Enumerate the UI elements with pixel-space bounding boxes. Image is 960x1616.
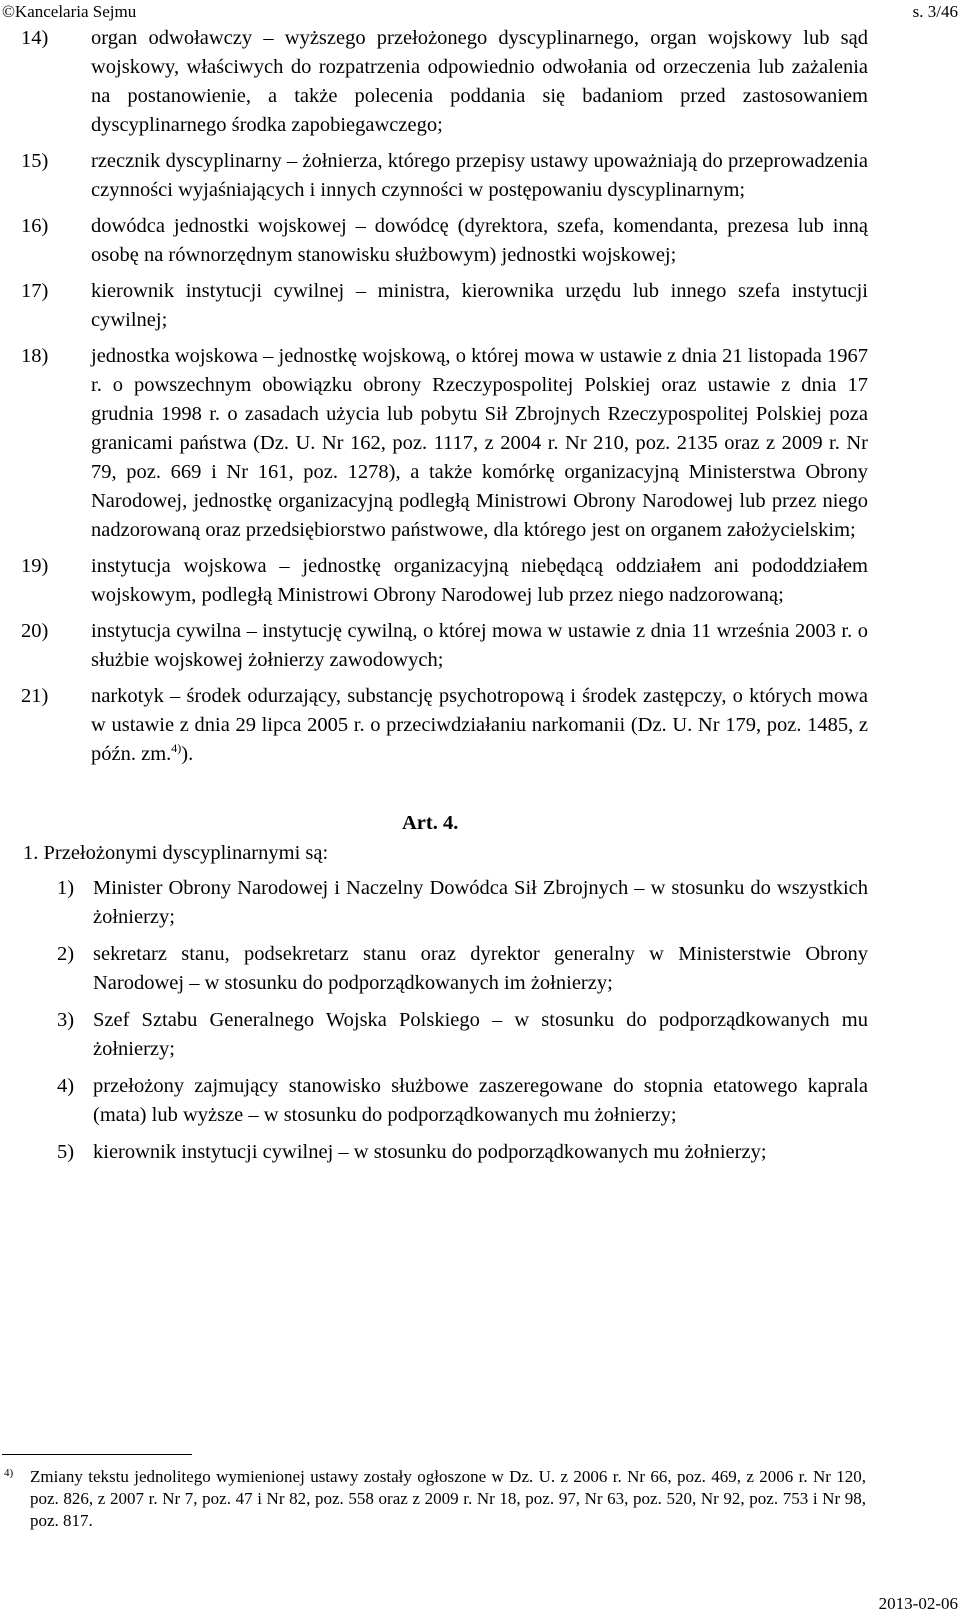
- item-text: dowódca jednostki wojskowej – dowódcę (dyrektora, szefa, komendanta, prezesa lub inną osobę na równorzędnym stanowisku służbowym) jednostki wojskowej;: [91, 215, 868, 266]
- item-number: 15): [21, 150, 49, 172]
- article-heading: Art. 4.: [402, 812, 459, 834]
- list-item: [21, 552, 868, 610]
- item-text: rzecznik dyscyplinarny – żołnierza, którego przepisy ustawy upoważniają do przeprowadzenia czynności wyjaśniających i innych czynności w postępowaniu dyscyplinarnym;: [91, 150, 868, 201]
- footnote-marker: 4): [4, 1467, 14, 1479]
- item-number: 3): [57, 1009, 75, 1031]
- footnote-reference: 4): [171, 741, 182, 756]
- list-item: [57, 1138, 868, 1167]
- list-item: [21, 212, 868, 270]
- list-item: [57, 1072, 868, 1130]
- list-item: [21, 147, 868, 205]
- item-text: narkotyk – środek odurzający, substancję psychotropową i środek zastępczy, o których mowa w ustawie z dnia 29 lipca 2005 r. o przeciwdziałaniu narkomanii (Dz. U. Nr 179, poz. 1485, z późn. zm.: [91, 685, 868, 765]
- item-number: 2): [57, 943, 75, 965]
- item-number: 20): [21, 620, 49, 642]
- list-item: [57, 940, 868, 998]
- item-text: instytucja cywilna – instytucję cywilną, o której mowa w ustawie z dnia 11 września 2003 r. o służbie wojskowej żołnierzy zawodowych;: [91, 620, 868, 671]
- page-number: s. 3/46: [912, 2, 958, 21]
- list-item: [21, 277, 868, 335]
- definitions-list: [0, 24, 960, 769]
- list-item: [57, 874, 868, 932]
- item-number: 16): [21, 215, 49, 237]
- article-paragraph: 1. Przełożonymi dyscyplinarnymi są:: [23, 842, 329, 864]
- item-text: Szef Sztabu Generalnego Wojska Polskiego – w stosunku do podporządkowanych mu żołnierzy;: [93, 1009, 868, 1060]
- list-item: [21, 682, 868, 769]
- document-date: 2013-02-06: [878, 1594, 958, 1613]
- page-header-source: ©Kancelaria Sejmu: [2, 2, 137, 21]
- item-text: organ odwoławczy – wyższego przełożonego dyscyplinarnego, organ wojskowy lub sąd wojskowy, właściwych do rozpatrzenia odpowiednio odwołania od orzeczenia lub zażalenia na postanowienie, a także polecenia poddania się badaniom przed zastosowaniem dyscyplinarnego środka zapobiegawczego;: [91, 27, 868, 136]
- item-text-tail: ).: [181, 743, 194, 765]
- item-text: przełożony zajmujący stanowisko służbowe zaszeregowane do stopnia etatowego kaprala (mata) lub wyższe – w stosunku do podporządkowanych mu żołnierzy;: [93, 1075, 868, 1126]
- item-number: 19): [21, 555, 49, 577]
- item-number: 21): [21, 685, 49, 707]
- footnote-divider: [2, 1454, 192, 1455]
- item-text: Minister Obrony Narodowej i Naczelny Dowódca Sił Zbrojnych – w stosunku do wszystkich żołnierzy;: [93, 877, 868, 928]
- item-number: 1): [57, 877, 75, 899]
- footnote-text: Zmiany tekstu jednolitego wymienionej ustawy zostały ogłoszone w Dz. U. z 2006 r. Nr 66, poz. 469, z 2006 r. Nr 120, poz. 826, z 2007 r. Nr 7, poz. 47 i Nr 82, poz. 558 oraz z 2009 r. Nr 18, poz. 97, Nr 63, poz. 520, Nr 92, poz. 753 i Nr 98, poz. 817.: [30, 1467, 866, 1530]
- item-text: kierownik instytucji cywilnej – w stosunku do podporządkowanych mu żołnierzy;: [93, 1141, 767, 1163]
- item-text: kierownik instytucji cywilnej – ministra, kierownika urzędu lub innego szefa instytucji cywilnej;: [91, 280, 868, 331]
- footnote: [4, 1466, 866, 1532]
- item-text: instytucja wojskowa – jednostkę organizacyjną niebędącą oddziałem ani pododdziałem wojskowym, podległą Ministrowi Obrony Narodowej lub przez niego nadzorowaną;: [91, 555, 868, 606]
- list-item: [57, 1006, 868, 1064]
- item-text: sekretarz stanu, podsekretarz stanu oraz dyrektor generalny w Ministerstwie Obrony Narodowej – w stosunku do podporządkowanych im żołnierzy;: [93, 943, 868, 994]
- item-number: 18): [21, 345, 49, 367]
- item-text: jednostka wojskowa – jednostkę wojskową, o której mowa w ustawie z dnia 21 listopada 1967 r. o powszechnym obowiązku obrony Rzeczypospolitej Polskiej oraz ustawie z dnia 17 grudnia 1998 r. o zasadach użycia lub pobytu Sił Zbrojnych Rzeczypospolitej Polskiej poza granicami państwa (Dz. U. Nr 162, poz. 1117, z 2004 r. Nr 210, poz. 2135 oraz z 2009 r. Nr 79, poz. 669 i Nr 161, poz. 1278), a także komórkę organizacyjną Ministerstwa Obrony Narodowej, jednostkę organizacyjną podległą Ministrowi Obrony Narodowej lub przez niego nadzorowaną oraz przedsiębiorstwo państwowe, dla którego jest on organem założycielskim;: [91, 345, 868, 541]
- list-item: [21, 342, 868, 545]
- document-body: [0, 24, 960, 1175]
- item-number: 14): [21, 27, 49, 49]
- item-number: 17): [21, 280, 49, 302]
- superiors-list: [0, 874, 960, 1167]
- item-number: 5): [57, 1141, 75, 1163]
- item-number: 4): [57, 1075, 75, 1097]
- list-item: [21, 24, 868, 140]
- list-item: [21, 617, 868, 675]
